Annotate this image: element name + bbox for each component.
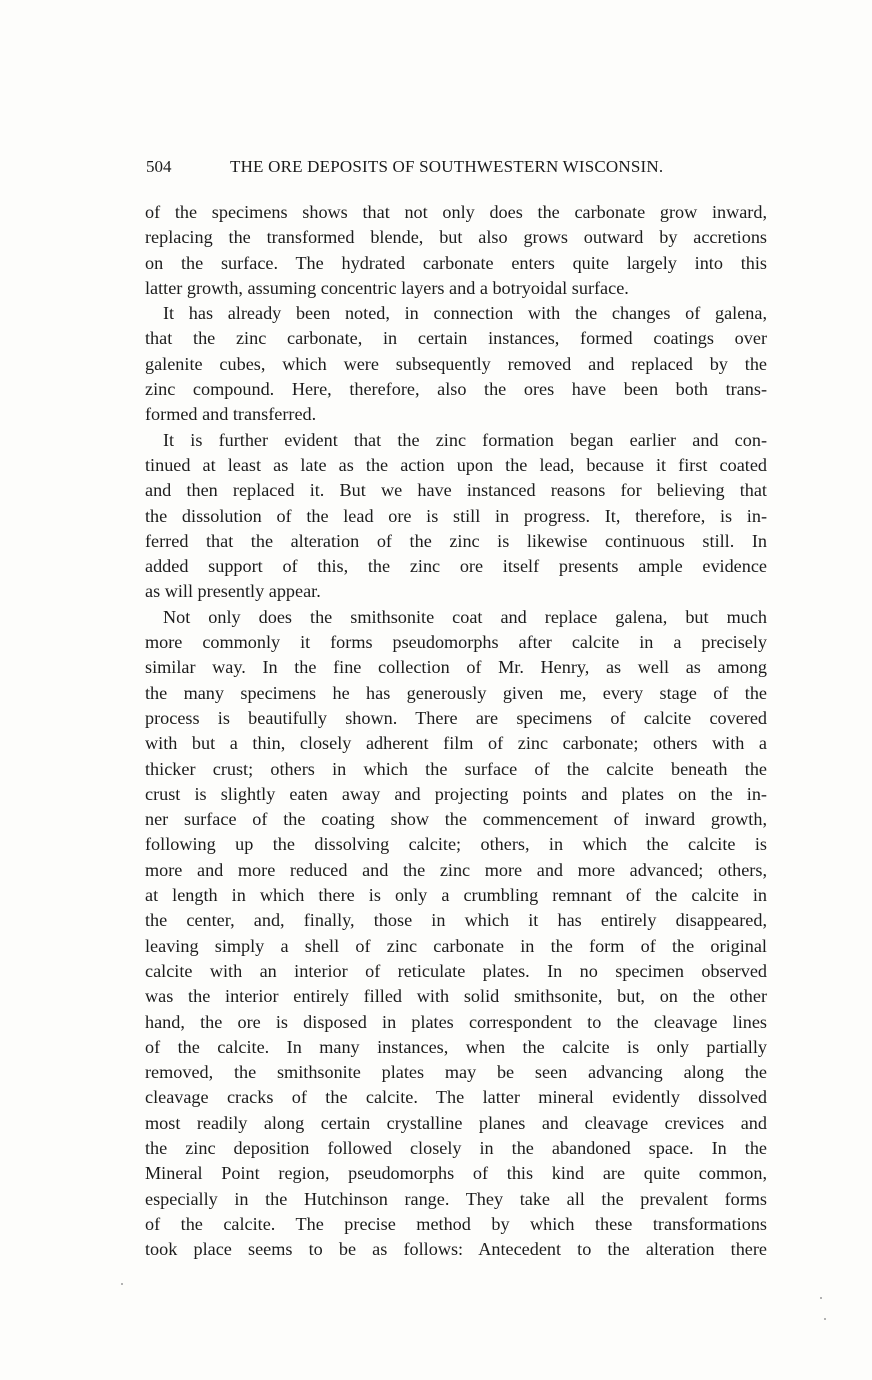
text-line: leaving simply a shell of zinc carbonate in the form of the original	[145, 935, 767, 956]
text-line: crust is slightly eaten away and projecting points and plates on the in-	[145, 783, 767, 804]
text-line: and then replaced it. But we have instanced reasons for believing that	[145, 480, 767, 501]
text-line: removed, the smithsonite plates may be seen advancing along the	[145, 1062, 767, 1083]
text-line: the dissolution of the lead ore is still in progress. It, therefore, is in-	[145, 505, 767, 526]
text-line: the center, and, finally, those in which it has entirely disappeared,	[145, 910, 767, 931]
paragraph	[145, 200, 767, 301]
text-line: It has already been noted, in connection with the changes of galena,	[163, 303, 767, 324]
scan-speck	[820, 1297, 822, 1299]
text-line: following up the dissolving calcite; others, in which the calcite is	[145, 834, 767, 855]
text-line: galenite cubes, which were subsequently removed and replaced by the	[145, 353, 767, 374]
text-line: cleavage cracks of the calcite. The latter mineral evidently dissolved	[145, 1087, 767, 1108]
text-line: more and more reduced and the zinc more and more advanced; others,	[145, 859, 767, 880]
text-line: ner surface of the coating show the commencement of inward growth,	[145, 809, 767, 830]
text-line: especially in the Hutchinson range. They take all the prevalent forms	[145, 1188, 767, 1209]
text-line: with but a thin, closely adherent film of zinc carbonate; others with a	[145, 733, 767, 754]
paragraph	[145, 428, 767, 605]
running-title: THE ORE DEPOSITS OF SOUTHWESTERN WISCONSIN.	[230, 157, 664, 176]
text-line: zinc compound. Here, therefore, also the ores have been both trans-	[145, 379, 767, 400]
text-line: It is further evident that the zinc formation began earlier and con-	[163, 429, 767, 450]
text-line: Not only does the smithsonite coat and replace galena, but much	[163, 606, 767, 627]
text-line: most readily along certain crystalline planes and cleavage crevices and	[145, 1112, 767, 1133]
text-line: more commonly it forms pseudomorphs after calcite in a precisely	[145, 632, 767, 653]
text-line: formed and transferred.	[145, 404, 317, 425]
text-line: on the surface. The hydrated carbonate enters quite largely into this	[145, 252, 767, 273]
text-line: at length in which there is only a crumbling remnant of the calcite in	[145, 885, 767, 906]
text-line: added support of this, the zinc ore itself presents ample evidence	[145, 556, 767, 577]
text-line: process is beautifully shown. There are specimens of calcite covered	[145, 707, 767, 728]
paragraph	[145, 301, 767, 427]
paragraph	[145, 605, 767, 1263]
scan-speck	[824, 1318, 826, 1320]
text-line: took place seems to be as follows: Antecedent to the alteration there	[145, 1239, 767, 1260]
text-line: of the calcite. The precise method by which these transformations	[145, 1213, 767, 1234]
text-line: latter growth, assuming concentric layers and a botryoidal surface.	[145, 277, 629, 298]
text-line: hand, the ore is disposed in plates correspondent to the cleavage lines	[145, 1011, 767, 1032]
body-text	[145, 200, 767, 1262]
text-line: Mineral Point region, pseudomorphs of this kind are quite common,	[145, 1163, 767, 1184]
text-line: of the calcite. In many instances, when the calcite is only partially	[145, 1036, 767, 1057]
text-line: was the interior entirely filled with solid smithsonite, but, on the other	[145, 986, 767, 1007]
text-line: calcite with an interior of reticulate plates. In no specimen observed	[145, 960, 767, 981]
text-line: of the specimens shows that not only does the carbonate grow inward,	[145, 202, 767, 222]
running-header	[146, 157, 766, 181]
text-line: tinued at least as late as the action upon the lead, because it first coated	[145, 454, 767, 475]
text-line: the zinc deposition followed closely in the abandoned space. In the	[145, 1137, 767, 1158]
text-line: similar way. In the fine collection of Mr. Henry, as well as among	[145, 657, 767, 678]
text-line: replacing the transformed blende, but also grows outward by accretions	[145, 227, 767, 248]
text-line: thicker crust; others in which the surface of the calcite beneath the	[145, 758, 767, 779]
text-line: the many specimens he has generously given me, every stage of the	[145, 682, 767, 703]
scan-speck	[121, 1283, 123, 1285]
text-line: that the zinc carbonate, in certain instances, formed coatings over	[145, 328, 767, 349]
page-number: 504	[146, 157, 172, 176]
text-line: ferred that the alteration of the zinc is likewise continuous still. In	[145, 530, 767, 551]
text-line: as will presently appear.	[145, 581, 321, 602]
